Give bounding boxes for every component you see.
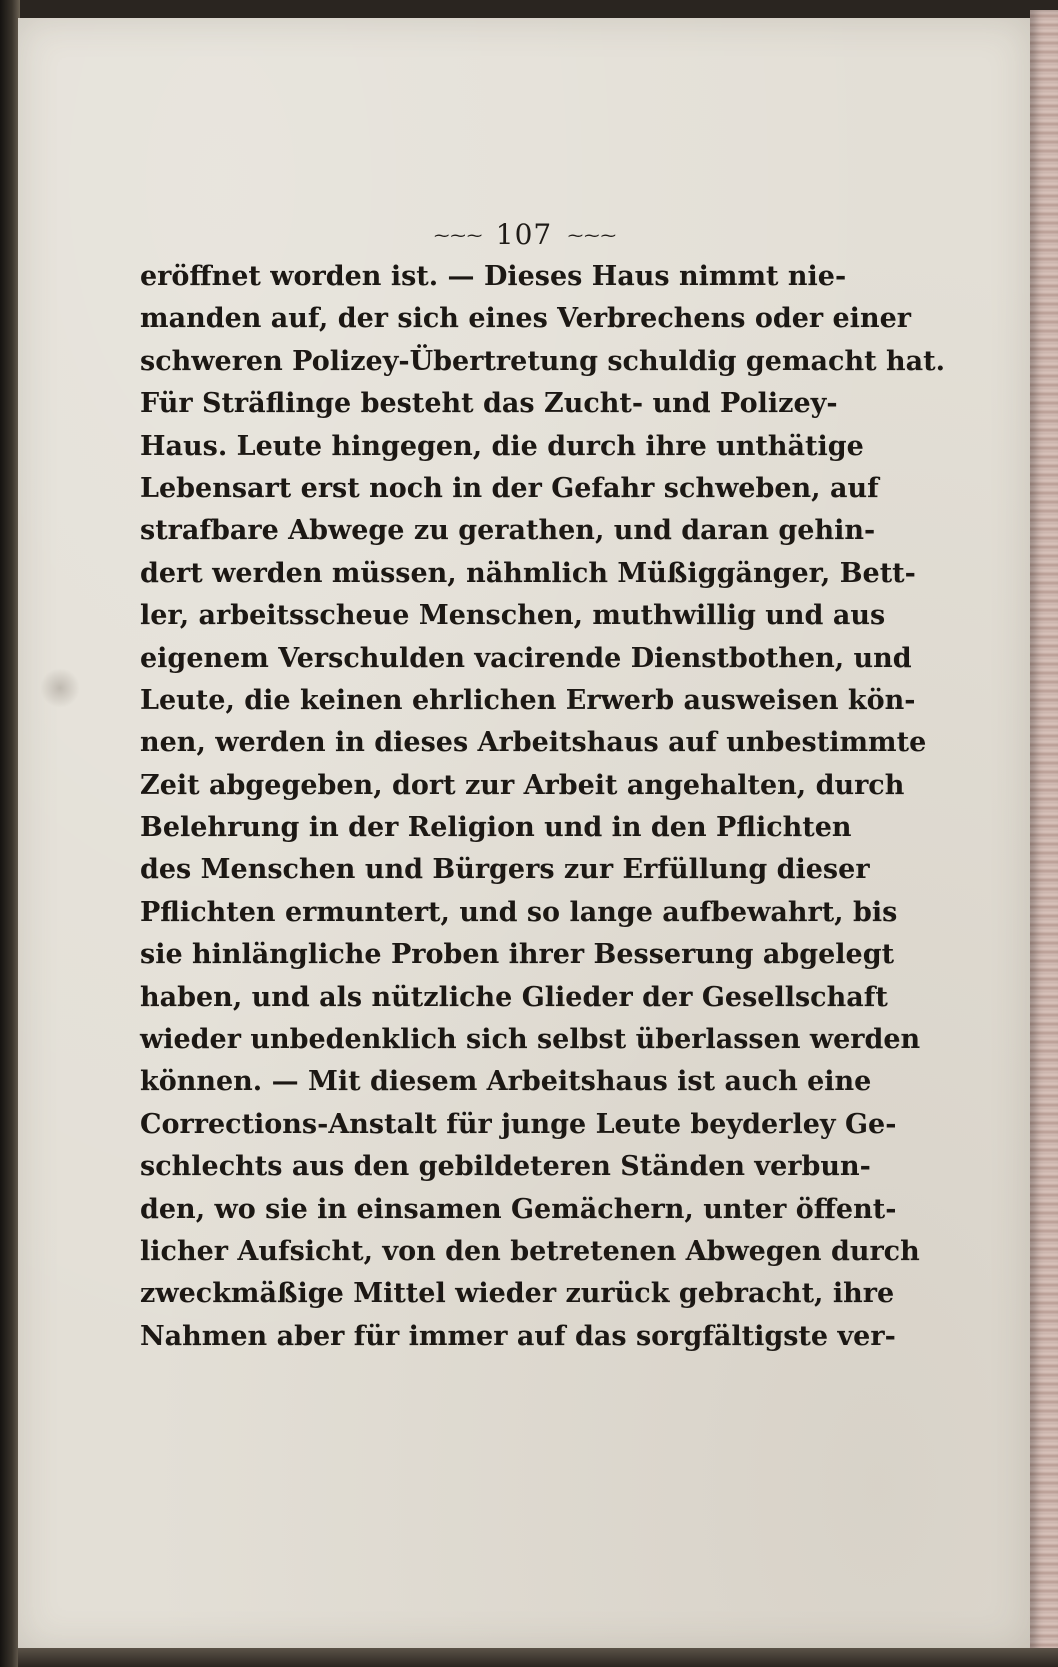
text-line: Belehrung in der Religion und in den Pflichten: [140, 812, 852, 844]
text-line: eröffnet worden ist. — Dieses Haus nimmt nie-: [140, 261, 847, 292]
text-line: sie hinlängliche Proben ihrer Besserung abgelegt: [140, 939, 895, 971]
text-line: Corrections-Anstalt für junge Leute beyderley Ge-: [140, 1108, 897, 1140]
text-line: können. — Mit diesem Arbeitshaus ist auch eine: [140, 1066, 872, 1098]
body-text: [140, 256, 945, 1358]
header-ornament-left: ~~~: [432, 227, 482, 246]
page-number: 107: [495, 218, 553, 251]
text-line: Für Sträflinge besteht das Zucht- und Polizey-: [140, 388, 838, 420]
text-line: Zeit abgegeben, dort zur Arbeit angehalten, durch: [140, 769, 905, 801]
page-bottom-edge: [18, 1648, 1058, 1667]
text-line: manden auf, der sich eines Verbrechens oder einer: [140, 303, 911, 335]
text-line: Haus. Leute hingegen, die durch ihre unthätige: [140, 430, 864, 462]
text-line: schweren Polizey-Übertretung schuldig gemacht hat.: [140, 345, 945, 377]
text-line: zweckmäßige Mittel wieder zurück gebracht, ihre: [140, 1278, 895, 1310]
book-binding-edge: [0, 0, 20, 1667]
paper-stain: [40, 668, 80, 708]
header-ornament-right: ~~~: [566, 227, 616, 246]
text-line: nen, werden in dieses Arbeitshaus auf unbestimmte: [140, 727, 927, 759]
text-line: schlechts aus den gebildeteren Ständen verbun-: [140, 1151, 871, 1183]
text-line: dert werden müssen, nähmlich Müßiggänger, Bett-: [140, 557, 916, 589]
text-line: Nahmen aber für immer auf das sorgfältigste ver-: [140, 1320, 896, 1352]
text-line: Pflichten ermuntert, und so lange aufbewahrt, bis: [140, 896, 898, 928]
text-line: des Menschen und Bürgers zur Erfüllung dieser: [140, 854, 870, 886]
page-header: [18, 218, 1030, 251]
text-line: Leute, die keinen ehrlichen Erwerb ausweisen kön-: [140, 684, 916, 716]
text-line: eigenem Verschulden vacirende Dienstbothen, und: [140, 642, 912, 674]
page-stack-edge: [1030, 10, 1058, 1660]
text-line: haben, und als nützliche Glieder der Gesellschaft: [140, 981, 888, 1013]
text-line: Lebensart erst noch in der Gefahr schweben, auf: [140, 472, 879, 504]
text-line: ler, arbeitsscheue Menschen, muthwillig und aus: [140, 600, 886, 632]
text-line: strafbare Abwege zu gerathen, und daran gehin-: [140, 515, 876, 547]
book-page: [18, 18, 1030, 1650]
text-line: licher Aufsicht, von den betretenen Abwegen durch: [140, 1235, 920, 1267]
text-line: den, wo sie in einsamen Gemächern, unter öffent-: [140, 1193, 897, 1225]
text-line: wieder unbedenklich sich selbst überlassen werden: [140, 1024, 921, 1056]
